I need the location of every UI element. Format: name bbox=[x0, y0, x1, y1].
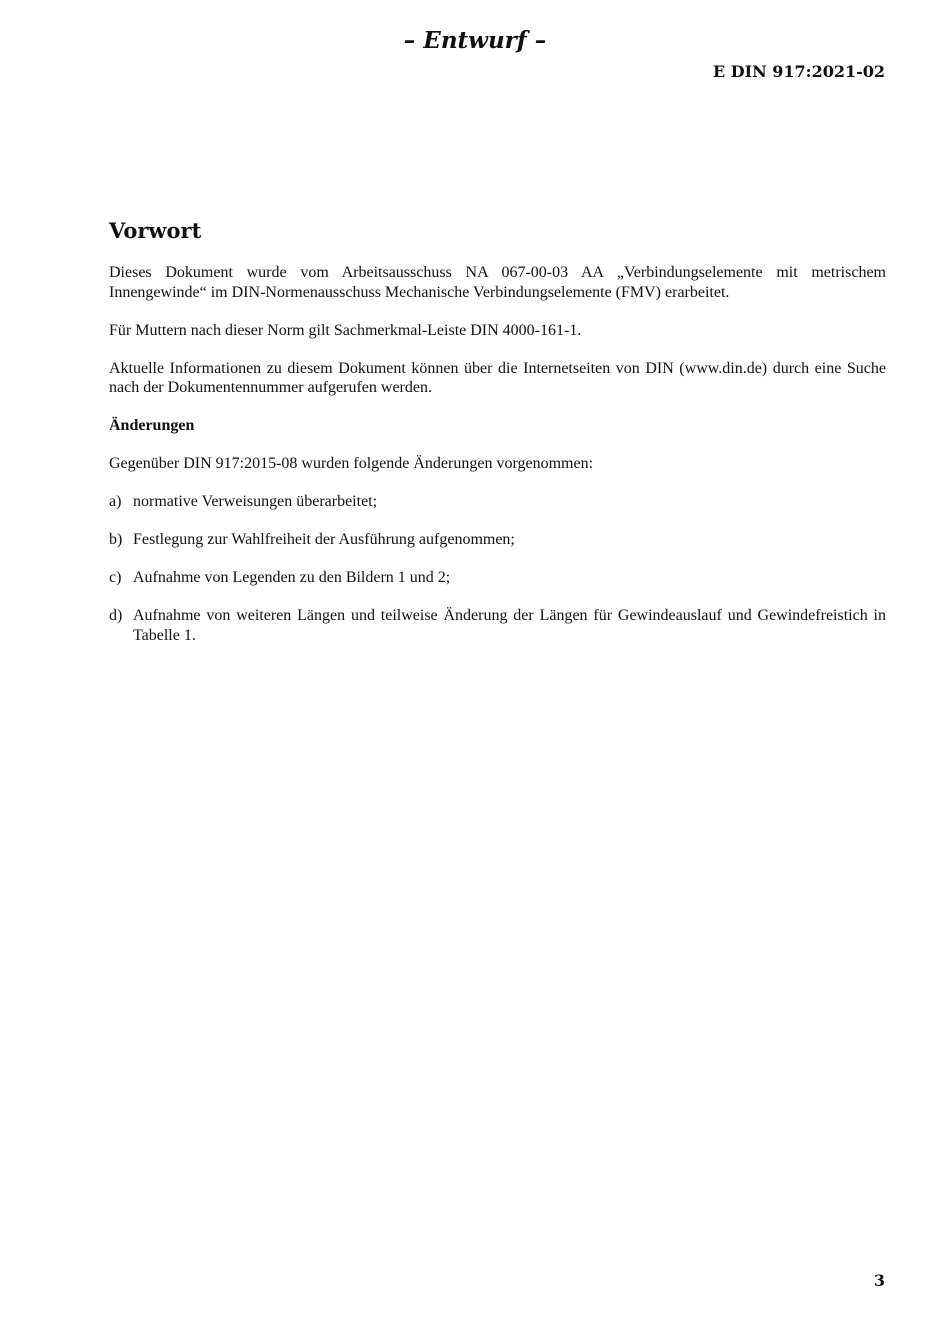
list-marker: b) bbox=[109, 531, 123, 548]
list-item-text: normative Verweisungen überarbeitet; bbox=[133, 493, 378, 510]
paragraph: Für Muttern nach dieser Norm gilt Sachmerkmal-Leiste DIN 4000-161-1. bbox=[109, 321, 582, 339]
section-title: Vorwort bbox=[109, 218, 202, 243]
list-item-text: Festlegung zur Wahlfreiheit der Ausführung aufgenommen; bbox=[133, 531, 515, 548]
list-item-text: Aufnahme von weiteren Längen und teilweise Änderung der Längen für Gewindeauslauf und Gewindefreistich in Tabelle 1. bbox=[133, 607, 886, 644]
draft-banner: – Entwurf – bbox=[403, 27, 547, 54]
list-item bbox=[109, 492, 886, 512]
page-number: 3 bbox=[873, 1271, 885, 1290]
changes-heading: Änderungen bbox=[109, 417, 195, 434]
paragraph: Dieses Dokument wurde vom Arbeitsausschuss NA 067-00-03 AA „Verbindungselemente mit metrischem Innengewinde“ im DIN-Normenausschuss Mechanische Verbindungselemente (FMV) erarbeitet. bbox=[109, 264, 886, 301]
paragraph: Aktuelle Informationen zu diesem Dokument können über die Internetseiten von DIN (www.din.de) durch eine Suche nach der Dokumentennummer aufgerufen werden. bbox=[109, 359, 886, 396]
document-id: E DIN 917:2021-02 bbox=[712, 62, 885, 81]
changes-intro: Gegenüber DIN 917:2015-08 wurden folgende Änderungen vorgenommen: bbox=[109, 455, 594, 472]
list-marker: c) bbox=[109, 569, 122, 586]
list-item bbox=[109, 606, 886, 645]
foreword-section bbox=[109, 216, 886, 664]
list-item-text: Aufnahme von Legenden zu den Bildern 1 und 2; bbox=[133, 569, 451, 586]
list-item bbox=[109, 530, 886, 550]
list-marker: a) bbox=[109, 493, 122, 510]
changes-list bbox=[109, 492, 886, 645]
list-item bbox=[109, 568, 886, 588]
list-marker: d) bbox=[109, 607, 123, 624]
